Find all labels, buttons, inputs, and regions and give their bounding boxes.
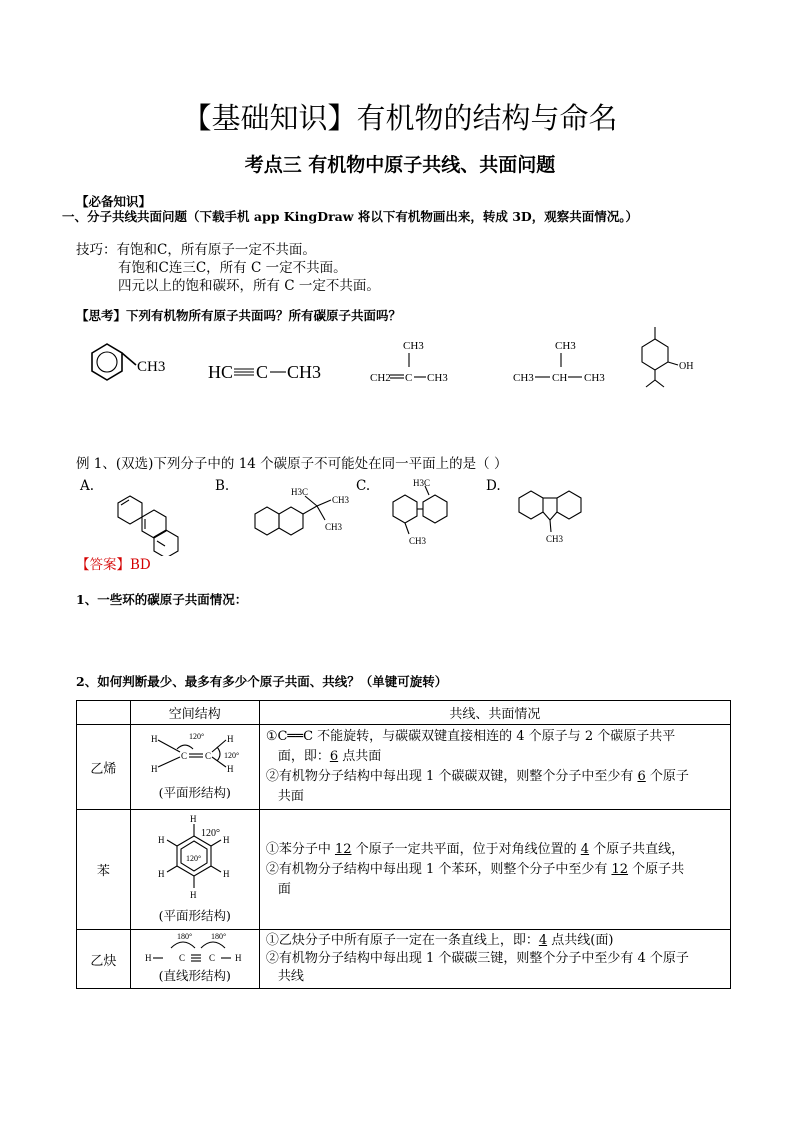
- benzene-diagram-cell: [130, 810, 259, 930]
- b-ch3-label-b: CH3: [325, 522, 343, 532]
- isobutane-top-ch3: CH3: [555, 340, 576, 352]
- ethylene-description: [259, 725, 730, 810]
- isobutane-ch: CH: [552, 372, 568, 384]
- example1-answer: [76, 553, 151, 573]
- benzene-diagram: [131, 810, 259, 908]
- isobutene-c: C: [405, 372, 413, 384]
- table-row-acetylene: [77, 930, 731, 989]
- propyne-hc-label: HC: [208, 362, 234, 382]
- propyne-c-label: C: [256, 362, 269, 382]
- isobutane-left-ch3: CH3: [513, 372, 534, 384]
- b-h3c-label: H3C: [291, 487, 309, 497]
- isobutane-right-ch3: CH3: [584, 372, 605, 384]
- answer-value: BD: [130, 557, 151, 573]
- structure-table: [76, 700, 731, 989]
- b-ch3-label-a: CH3: [332, 495, 350, 505]
- methylfluorene-structure: [519, 491, 581, 544]
- acet-h2: H: [234, 953, 242, 963]
- table-row-benzene: [77, 810, 731, 930]
- toluene-structure: [92, 344, 165, 380]
- tert-butylnaphthalene-structure: [255, 487, 350, 535]
- benz-h2: H: [189, 890, 197, 900]
- eth-line-2: 面，即：6 点共面: [277, 749, 382, 764]
- header-situation: 共线、共面情况: [259, 701, 730, 725]
- eth-line-4: 共面: [277, 789, 304, 804]
- answer-tag: 【答案】: [76, 557, 130, 573]
- eth-h3: H: [150, 764, 158, 774]
- acet-c1: C: [178, 953, 185, 963]
- molecule-row: [70, 325, 750, 400]
- acet-line-2: ②有机物分子结构中每出现 1 个碳碳三键，则整个分子中至少有 4 个原子: [265, 951, 689, 966]
- ethylene-caption: (平面形结构): [158, 785, 231, 800]
- menthol-structure: [642, 327, 693, 387]
- thinking-question: 【思考】下列有机物所有原子共面吗？所有碳原子共面吗？: [76, 308, 402, 323]
- acet-angle-2: 180°: [210, 932, 227, 941]
- acet-line-1: ①乙炔分子中所有原子一定在一条直线上，即：4 点共线(面): [265, 933, 614, 948]
- phenanthrene-structure: [118, 496, 178, 556]
- acet-angle-1: 180°: [176, 932, 193, 941]
- acetylene-diagram-cell: [130, 930, 259, 989]
- benz-h6: H: [222, 869, 230, 879]
- eth-angle-1: 120°: [188, 732, 205, 741]
- header-structure: 空间结构: [130, 701, 259, 725]
- acet-h1: H: [144, 953, 152, 963]
- point1-heading: 1、一些环的碳原子共面情况：: [76, 592, 248, 607]
- benzene-caption: (平面形结构): [158, 908, 231, 923]
- table-row-ethylene: [77, 725, 731, 810]
- toluene-ch3-label: CH3: [137, 359, 166, 375]
- eth-h2: H: [226, 734, 234, 744]
- propyne-structure: [208, 362, 321, 382]
- option-b: B.: [215, 478, 230, 494]
- eth-angle-2: 120°: [223, 751, 240, 760]
- propyne-ch3-label: CH3: [287, 362, 322, 382]
- eth-line-1: ①C══C 不能旋转，与碳碳双键直接相连的 4 个原子与 2 个碳原子共平: [265, 729, 676, 744]
- ethylene-diagram: [131, 725, 259, 783]
- example1-question: 例 1、(双选)下列分子中的 14 个碳原子不可能处在同一平面上的是（ ）: [76, 456, 508, 472]
- c-h3c-label: H3C: [413, 478, 431, 488]
- tip-line-2: 有饱和C连三C，所有 C 一定不共面。: [118, 260, 347, 276]
- eth-h4: H: [226, 764, 234, 774]
- page-subtitle: 考点三 有机物中原子共线、共面问题: [244, 154, 556, 176]
- tip-line-3: 四元以上的饱和碳环，所有 C 一定不共面。: [118, 278, 380, 294]
- point2-heading: 2、如何判断最少、最多有多少个原子共面、共线？（单键可旋转）: [76, 674, 448, 689]
- benz-line-1: ①苯分子中 12 个原子一定共平面，位于对角线位置的 4 个原子共直线，: [265, 841, 685, 857]
- table-header-row: [77, 701, 731, 725]
- acetylene-caption: (直线形结构): [158, 968, 231, 983]
- d-ch3-label: CH3: [546, 534, 564, 544]
- example1-structures: [95, 476, 615, 556]
- acet-line-3: 共线: [277, 969, 304, 984]
- section1-heading: 一、分子共线共面问题（下载手机 app KingDraw 将以下有机物画出来，转成 3D，观察共面情况。）: [62, 209, 639, 224]
- ethylene-diagram-cell: [130, 725, 259, 810]
- eth-h1: H: [150, 734, 158, 744]
- row-name-acetylene: 乙炔: [77, 930, 131, 989]
- acet-c2: C: [208, 953, 215, 963]
- row-name-ethylene: 乙烯: [77, 725, 131, 810]
- isobutene-top-ch3: CH3: [403, 340, 424, 352]
- isobutene-right-ch3: CH3: [427, 372, 448, 384]
- benz-h5: H: [157, 869, 165, 879]
- benz-line-3: 面: [277, 881, 291, 897]
- menthol-oh-label: OH: [679, 361, 694, 372]
- option-a: A.: [80, 478, 95, 494]
- eth-line-3: ②有机物分子结构中每出现 1 个碳碳双键，则整个分子中至少有 6 个原子: [265, 769, 689, 784]
- dimethylbiphenyl-structure: [393, 478, 447, 546]
- isobutene-structure: [370, 340, 448, 384]
- tip-line-1: 技巧：有饱和C，所有原子一定不共面。: [76, 242, 316, 258]
- benz-angle-1: 120°: [200, 828, 220, 839]
- option-d: D.: [486, 478, 501, 494]
- eth-c2: C: [204, 751, 211, 761]
- page-title: 【基础知识】有机物的结构与命名: [182, 101, 618, 135]
- c-ch3-label: CH3: [409, 536, 427, 546]
- isobutane-structure: [513, 340, 605, 384]
- eth-c1: C: [180, 751, 187, 761]
- benz-line-2: ②有机物分子结构中每出现 1 个苯环，则整个分子中至少有 12 个原子共: [265, 861, 685, 877]
- option-c: C.: [356, 478, 371, 494]
- benz-h3: H: [157, 835, 165, 845]
- benzene-description: [259, 810, 730, 930]
- section-tag: 【必备知识】: [76, 194, 152, 209]
- benz-h4: H: [222, 835, 230, 845]
- acetylene-description: [259, 930, 730, 989]
- benz-angle-2: 120°: [185, 854, 202, 863]
- isobutene-ch2: CH2: [370, 372, 391, 384]
- row-name-benzene: 苯: [77, 810, 131, 930]
- acetylene-diagram: [131, 930, 259, 966]
- benz-h1: H: [189, 814, 197, 824]
- header-empty: [77, 701, 131, 725]
